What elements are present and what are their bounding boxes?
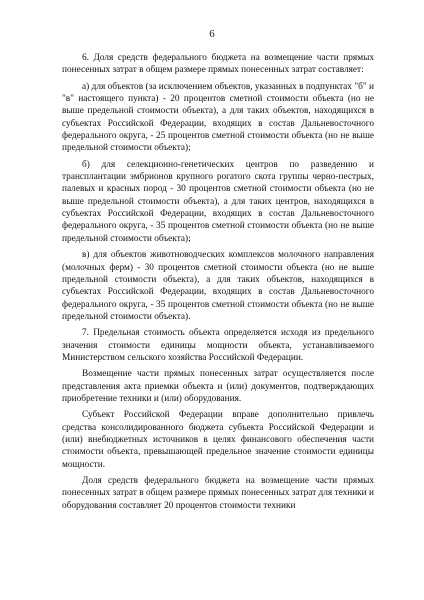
- body-text: [62, 52, 374, 516]
- paragraph: а) для объектов (за исключением объектов, указанных в подпунктах "б" и "в" настоящего пункта) - 20 процентов сметной стоимости объекта (но не выше предельной стоимости объекта), а для таких объектов, находящихся в субъектах Российской Федерации, входящих в состав Дальневосточного федерального округа, - 25 процентов сметной стоимости объекта (но не выше предельной стоимости объекта);: [62, 81, 374, 154]
- paragraph: 7. Предельная стоимость объекта определяется исходя из предельного значения стоимости единицы мощности объекта, устанавливаемого Министерством сельского хозяйства Российской Федерации.: [62, 328, 374, 363]
- paragraph: 6. Доля средств федерального бюджета на возмещение части прямых понесенных затрат в общем размере прямых понесенных затрат составляет:: [62, 53, 374, 76]
- paragraph: в) для объектов животноводческих комплексов молочного направления (молочных ферм) - 30 процентов сметной стоимости объекта (но не выше предельной стоимости объекта), а для таких объектов, находящихся в субъектах Российской Федерации, входящих в состав Дальневосточного федерального округа, - 35 процентов сметной стоимости объекта (но не выше предельной стоимости объекта).: [62, 250, 374, 322]
- page-number: 6: [209, 28, 215, 40]
- paragraph: Возмещение части прямых понесенных затрат осуществляется после представления акта приемки объекта и (или) документов, подтверждающих приобретение техники и (или) оборудования.: [62, 369, 374, 404]
- paragraph: Субъект Российской Федерации вправе дополнительно привлечь средства консолидированного бюджета субъекта Российской Федерации и (или) внебюджетных источников в целях финансового обеспечения части стоимости объекта, превышающей предельное значение стоимости единицы мощности.: [62, 410, 374, 470]
- paragraph: б) для селекционно-генетических центров по разведению и трансплантации эмбрионов крупного рогатого скота группы черно-пестрых, палевых и красных пород - 30 процентов сметной стоимости объекта (но не выше предельной стоимости объекта), а для таких центров, находящихся в субъектах Российской Федерации, входящих в состав Дальневосточного федерального округа, - 35 процентов сметной стоимости объекта (но не выше предельной стоимости объекта);: [62, 159, 374, 244]
- paragraph: Доля средств федерального бюджета на возмещение части прямых понесенных затрат в общем размере прямых понесенных затрат для техники и оборудования составляет 20 процентов стоимости техники: [62, 476, 374, 511]
